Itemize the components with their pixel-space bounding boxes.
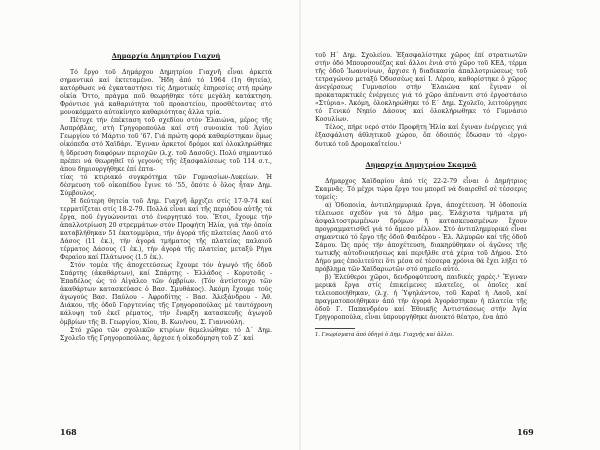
right-text-column [315,52,527,339]
left-paragraph: Ἡ δεύτερη θητεία τοῦ Δημ. Γιαχνῆ ἄρχιζει στίς 17-9-74 καί τερματίζεται στίς 18-2-79. Πολλά εἶναι καί τῆς περιόδου αὐτῆς τά ἔργα, ποῦ ἐγγυώνονται στό ἐνεργητικό του. Ἔτσι, ἔχουμε τήν ἀπαλλοτρίωση 20 στρεμμάτων στόν Προφήτη Ἠλία, γιά τήν ὁποία καταβλήθηκαν 51 ἑκατομμύρια, τήν ἀγορά τῆς πλατείας Λαοῦ στό Δάσος (11 ἑκ.), τήν ἀγορά τμήματος τῆς πλατείας παλαιοῦ τέρματος Δάσους (1 ἑκ.), τήν ἀγορά τῆς πλατείας μεταξύ Ρήγα Φεραίου καί Πλάτωνος (1.5 ἑκ.). [60,197,272,262]
left-paragraph: Πέτυχε τήν ἐπέκταση τοῦ σχεδίου στόν Ἐλαιώνα, μέρος τῆς Ἀσπρόβλας, στή Γρηγοροπούλα καί στή συνοικία τοῦ Ἁγίου Γεωργίου τό Μάρτιο τοῦ '67. Γιά πρώτη φορά καθαρίστηκαν ὅμως οἰκόπεδα στό Χαϊδάρι. Ἔγιναν ἀρκετοί δρόμοι καί ὁλοκληρώθηκε ἡ ὕδρευση διαφόρων περιοχῶν (λ.χ. τοῦ Δασοῦς). Πολύ σημαντικό πρέπει νά θεωρηθεῖ τό γεγονός τῆς ἐξασφαλίσεως τοῦ 114 σ.τ., ἀπου δημιουργήθηκε ἐπί ἐπτα- [60,117,272,173]
left-paragraph: Στόν τομέα τῆς ἀποχετεύσεως ἔχουμε τόν ἀγωγό τῆς ὁδοῦ Σπάρτης (ἀκαθάρτων), καί Σπάρτης - Ἑλλάδος - Κορυτσᾶς - Ἐπαδέλος ὡς τό Αἰγάλεο τῶν ὀμβρίων. (Τόν ἀντίστοιχο τῶν ἀκαθάρτων κατασκεύασε ὁ Βασ. Σμυθάκος). Ἀκόμη ἔχουμε τούς ἀγωγούς Βασ. Παύλου - Ἀφροδίτης - Βασ. Ἀλεξάνδρου - Ἁθ. Διάκου, τῆς ὁδοῦ Γοργτενίας τῆς Γρηγοροπούλας μέ ταυτόχρονη κάλυψη τοῦ ἐκεῖ ρέματος, τήν ἔναρξη κατασκευῆς ἀγωγοῦ ὀμβρίων τῆς Β. Γεωργίου, Χίου, Β. Κων/νου, Σ. Γιαννούλη. [60,262,272,326]
right-paragraph: Δήμαρχος Χαϊδαρίου ἀπό τίς 22-2-79 εἶναι ὁ Δημήτριος Σκαμνᾶς. Τό μέχρι τώρα ἔργο του μπορεῖ νά διαιρεθεῖ σέ τέσσερις τομείς: [315,177,527,201]
footnote: 1. Γνωρίσματα ἀπό ὁδηγό ὁ Δημ. Γιαχνῆς καί ἄλλοι. [315,332,454,339]
right-page [301,0,600,450]
left-paragraph: Στό χῶρο τῶν σχολικῶν κτιρίων θεμελιώθηκε τό Δ΄ Δημ. Σχολεῖο τῆς Γρηγοροπούλας, ἄρχισε ἡ οἰκοδόμηση τοῦ Ζ΄ καί [60,326,272,342]
right-paragraph: α) Ὁδοποιία, ἀντιπλημμυρικά ἔργα, ἀποχέτευση. Ἡ ὁδοποιία τέλειωσε σχεδόν για τό Δήμο μας. Ἐλάχιστα τμήματα μή ἀσφαλτοστρωμένων δρόμων ἤ κατασκευασμένων ἔχουν προγραμματισθεῖ γιά τό ἄμεσο μέλλον. Στό ἀντιπλημμυρικό εἶναι σημαντικό τό ἔργο τῆς ὁδοῦ Φαιδέρου - Ἐλ. Ἀλμυρῶν καί τῆς ὁδοῦ Σάμου. Ὡς πρός τήν ἀποχέτευση, διακηρύθηκαν οἱ ἀγῶνες τῆς τωτικῆς αὐτοδιοικήσεως καί περιῆλθε στά χέρια τοῦ Δήμου. Στό Δήμο μας ἐπολιτεύτει ὅτι μέσα σέ τέσσερα χρόνια θά ἔχει λήξει τό πρόβλημα τῶν Χαϊδαριωτῶν στό σημεῖο αὐτό. [315,201,527,274]
right-paragraph: Τέλος, πήρε νερό στόν Προφήτη Ἠλία καί ἔγιναν ἐνέργειες γιά ἐξασφάλιση ἀθλητικοῦ χώρου, ὅπ ὁδοιπός ἔδωσαν τό ‹ἐργο› δυτικό τοῦ Δρομοκαΐτείου.¹ [315,124,527,148]
left-paragraph: Τό ἔργο τοῦ Δημάρχου Δημητρίου Γιαχνῆ εἶναι ἀρκετά σημαντικό καί ἐκτεταμένο. Ἤδη ἀπό τό 1964 (1η θητεία), κατόρθωσε νά ἐγκαταστήσει τίς Δημοτικές ἐπηρεσίες στή πρώην οἰκία Ὄττο, πράγμα ποῦ θεωρήθηκε τότε μεγάλη κατάκτηση. Φρόντισε γιά καθαριότητα τοῦ προαστείου, προσθέτοντας στό μονοκόμματο αὐτοκίνητο καθαριότητας ἄλλα τρία. [60,69,272,117]
left-page-number: 168 [60,427,77,437]
right-paragraph: τοῦ Η΄ Δημ. Σχολείου. Ἐξασφαλίστηκε χῶρος ἐπί στρατιωτῶν στήν ὁδό Μπουρσουέζας καί ἄλλοι ἐνιὰ στό χῶρο τοῦ ΚΕΔ, τέρμα τῆς ὁδοῦ Ἰωαννίνων, ἄρχισε ἡ διαδικασία ἀπαλλοτριώσεως τοῦ τετραγώνου μεταξύ Ὀδυσσέως καί Ι. Λέρου, καθορίστηκε ὁ χῶρος ἀνεγέρσεως Γυμνασίου στήν Ἐλαιώνα καί ἔγιναν οἱ προκαταρκτικές ἐνέργειες γιά τό χῶρο ἀπέναντι στό ἐργοστάσιο «Στύρια». Ἀκόμη, ὁλοκληρώθηκε τό Ε΄ Δημ. Σχολεῖο, λειτούργησε τό Γενικό Νηπίο Δάσους καί ὁλοκλήρωθηκε τό Γυμνάσιο Κοσυλίων. [315,52,527,124]
right-page-number: 169 [517,427,534,437]
right-heading: Δημαρχία Δημητρίου Σκαμνᾶ [365,160,477,169]
footnote-divider [315,328,355,329]
left-page [0,0,299,450]
right-paragraph: β) Ἐλεύθεροι χῶροι, δενδροφύτευση, παιδικές χαρές.¹ Ἔγιναν μερικά ἔργα στίς ἐπικείμενες πλατεῖες, οἱ ὁποῖες καί τελειοποιήθηκαν, (λ.χ. ἡ Ὑψηλάντου, τοῦ Καραϊ ἡ Λαοῦ, καί πραγματοποιήθηκαν ἀπό τήν ἀγορά Ἀγοράστηκαν ἡ πλατεία τῆς ὁδοῦ Γ. Παπανδρέου καί Ἐθνικῆς Ἀντιστάσεως στήν Ἁγία Γρηγοροπούλα, εἶναι ὑπρουργήθηκε ἀνοικτό θέατρο, ἐνα ἀπό [315,274,527,322]
left-text-column [60,52,272,343]
left-heading: Δημαρχία Δημητρίου Γιαχνή [111,52,221,60]
left-paragraph: τίας τό κτιριακό συγκρότημα τῶν Γυμνασίων-Λυκείων. Ἡ δέσμευση τοῦ οἰκοπέδου ἔγινε τό '55, ὅπότε ὁ ὅλος ἦταν Δημ. Σύμβουλος. [60,173,272,197]
